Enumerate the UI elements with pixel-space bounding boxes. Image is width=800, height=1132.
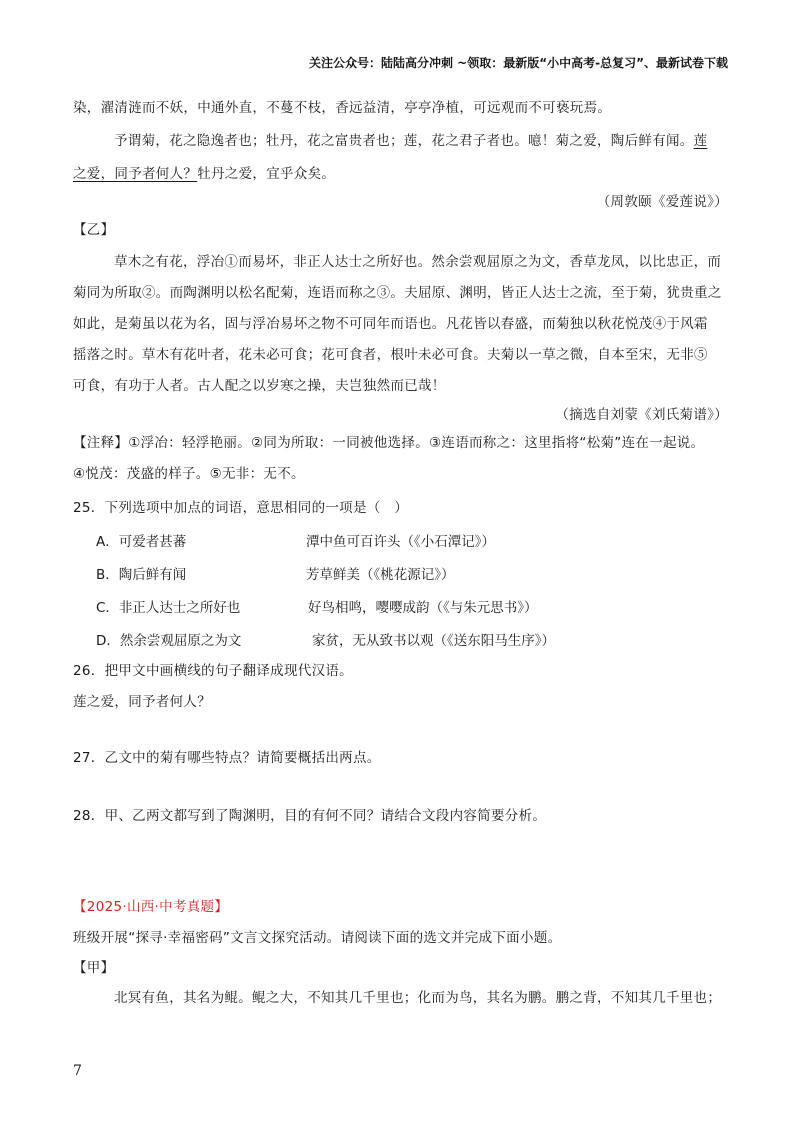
option-b-left: B．陶后鲜有闻 [96, 567, 187, 583]
underlined-sentence-part-2: 之爱，同予者何人？ [73, 166, 198, 182]
yi-label: 【乙】 [73, 222, 115, 238]
question-28-stem: 28．甲、乙两文都写到了陶渊明，目的有何不同？请结合文段内容简要分析。 [73, 808, 547, 824]
option-c-left: C．非正人达士之所好也 [96, 600, 241, 616]
section-2-jia-label: 【甲】 [73, 960, 115, 976]
section-2-jia-line: 北冥有鱼，其名为鲲。鲲之大，不知其几千里也；化而为鸟，其名为鹏。鹏之背，不知其几千里也； [114, 990, 722, 1006]
option-d-left: D．然余尝观屈原之为文 [96, 633, 242, 649]
yi-text-line-4: 摇落之时。草木有花叶者，花未必可食；花可食者，根叶未必可食。夫菊以一草之微，自本至宋，无非⑤ [73, 347, 708, 363]
jia-source: （周敦颐《爱莲说》） [596, 194, 728, 210]
notes-line-1: 【注释】①浮冶：轻浮艳丽。②同为所取：一同被他选择。③连语而称之：这里指将“松菊”连在一起说。 [73, 435, 705, 451]
yi-source: （摘选自刘蒙《刘氏菊谱》） [555, 407, 728, 423]
jia-text-line-1: 染，濯清涟而不妖，中通外直，不蔓不枝，香远益清，亭亭净植，可远观而不可亵玩焉。 [73, 100, 612, 116]
question-27-stem: 27．乙文中的菊有哪些特点？请简要概括出两点。 [73, 750, 381, 766]
option-c-right: 好鸟相鸣，嘤嘤成韵（《与朱元思书》） [308, 600, 538, 616]
yi-text-line-5: 可食，有功于人者。古人配之以岁寒之操，夫岂独然而已哉！ [73, 378, 446, 394]
jia-text-line-2: 予谓菊，花之隐逸者也；牡丹，花之富贵者也；莲，花之君子者也。噫！菊之爱，陶后鲜有闻。莲 [114, 133, 708, 149]
page-header: 关注公众号：陆陆高分冲刺 ~领取：最新版“小中高考-总复习”、最新试卷下载 [309, 56, 728, 70]
exam-source-tag: 【2025·山西·中考真题】 [73, 899, 229, 915]
jia-text-line-3: 之爱，同予者何人？牡丹之爱，宜乎众矣。 [73, 166, 336, 182]
option-a-left: A．可爱者甚蕃 [96, 534, 187, 550]
yi-text-line-1: 草木之有花，浮冶①而易坏，非正人达士之所好也。然余尝观屈原之为文，香草龙凤，以比忠正，而 [114, 254, 722, 270]
notes-line-2: ④悦茂：茂盛的样子。⑤无非：无不。 [73, 466, 305, 482]
yi-text-line-2: 菊同为所取②。而陶渊明以松名配菊，连语而称之③。夫屈原、渊明，皆正人达士之流，至于菊，犹贵重之 [73, 285, 722, 301]
question-26-sentence: 莲之爱，同予者何人？ [73, 694, 211, 710]
option-b-right: 芳草鲜美（《桃花源记》） [306, 567, 455, 583]
question-26-stem: 26．把甲文中画横线的句子翻译成现代汉语。 [73, 663, 353, 679]
question-25-stem: 25．下列选项中加点的词语，意思相同的一项是（ ） [73, 500, 409, 516]
yi-text-line-3: 如此，是菊虽以花为名，固与浮冶易坏之物不可同年而语也。凡花皆以春盛，而菊独以秋花悦茂④于风霜 [73, 316, 708, 332]
underlined-sentence-part-1: 莲 [693, 133, 708, 149]
option-a-right: 潭中鱼可百许头（《小石潭记》） [306, 534, 495, 550]
option-d-right: 家贫，无从致书以观（《送东阳马生序》） [312, 633, 555, 649]
page-number: 7 [73, 1063, 82, 1079]
section-2-intro: 班级开展“探寻·幸福密码”文言文探究活动。请阅读下面的选文并完成下面小题。 [73, 930, 562, 946]
